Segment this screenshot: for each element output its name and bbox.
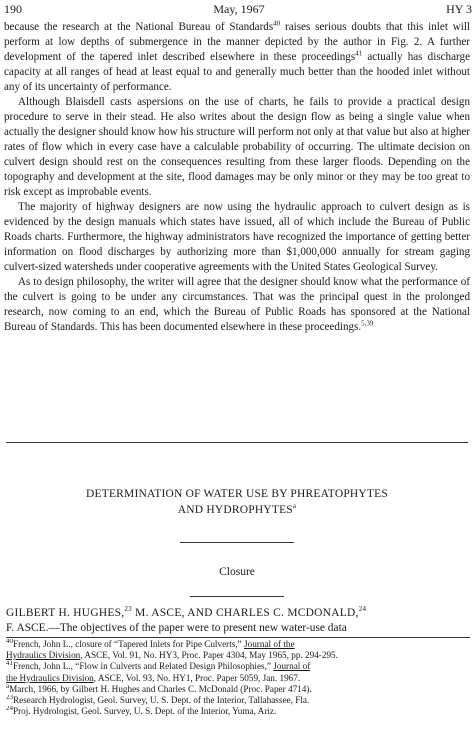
text-run: French, John L., closure of “Tapered Inlets for Pipe Culverts,” (13, 639, 245, 649)
footnote-line (6, 661, 470, 672)
text-run: Research Hydrologist, Geol. Survey, U. S. Dept. of the Interior, Tallahassee, Fla. (13, 695, 310, 706)
closure-heading: Closure (219, 566, 255, 578)
text-run: March, 1966, by Gilbert H. Hughes and Charles C. McDonald (Proc. Paper 4714). (9, 683, 312, 694)
section-title (6, 486, 468, 518)
journal-code: HY 3 (446, 2, 472, 16)
text-run: French, John L., “Flow in Culverts and Related Design Philosophies,” (13, 661, 274, 672)
journal-title: Journal of (273, 661, 311, 672)
text-run: because the research at the National Bureau of Standards (4, 21, 274, 33)
footnote-ref: 40 (273, 19, 281, 28)
title-footnote-mark: a (292, 502, 297, 511)
text-run: Proj. Hydrologist, Geol. Survey, U. S. Dept. of the Interior, Yuma, Ariz. (13, 706, 277, 717)
footnote-ref: 5,39 (361, 319, 374, 328)
discussion-body (4, 20, 470, 335)
footnote-ref: 40 (6, 639, 13, 645)
footnote-line (6, 684, 470, 695)
issue-date: May, 1967 (213, 2, 265, 16)
footnote-line (6, 650, 470, 661)
footnote-line (6, 639, 470, 650)
page-number: 190 (4, 2, 22, 16)
body-paragraph (4, 95, 470, 200)
footnote-line (6, 695, 470, 706)
journal-title: the Hydraulics Division (6, 672, 94, 683)
text-run: , ASCE, Vol. 91, No. HY3, Proc. Paper 4304, May 1965, pp. 294-295. (80, 650, 338, 661)
footnote-ref: a (6, 683, 10, 690)
body-paragraph (4, 20, 470, 95)
footnote-ref: 41 (355, 49, 363, 58)
author-line-2: F. ASCE.—The objectives of the paper were to present new water-use data (6, 622, 347, 634)
section-title-line-2: AND HYDROPHYTES$^a$ (177, 502, 297, 516)
text-run: The majority of highway designers are now using the hydraulic approach to culvert design as is evidenced by the design manuals which states have issued, all of which include the Bureau of Public Roads charts. Furthermore, the highway administrators have recognized the importance of getting better information on flood discharges by authorizing more than $1,000,000 annually for stream gaging culvert-sized watersheds under cooperative agreements with the United States Geological Survey. (4, 201, 470, 273)
footnote-ref: 24 (6, 706, 13, 713)
footnote-divider (6, 637, 470, 638)
footnote-line (6, 673, 470, 684)
author-line-1: GILBERT H. HUGHES,$^{23}$ M. ASCE, AND CHARLES C. MCDONALD,$^{24}$ (6, 605, 367, 619)
footnote-line (6, 706, 470, 717)
body-paragraph (4, 200, 470, 275)
section-divider (6, 442, 468, 443)
journal-title: Hydraulics Division (6, 650, 81, 661)
title-underline (180, 542, 294, 543)
journal-title: Journal of the (244, 639, 295, 649)
closure-underline (190, 596, 284, 597)
section-title-line-1: DETERMINATION OF WATER USE BY PHREATOPHYTES (86, 488, 388, 500)
body-paragraph (4, 275, 470, 335)
text-run: raises serious doubts that this inlet will perform at low depths of submergence in the manner depicted by the author in Fig. 2. A further development of the tapered inlet described elsewhere in these proceedings (4, 21, 471, 63)
text-run: As to design philosophy, the writer will agree that the designer should know what the performance of the culvert is going to be under any circumstances. That was the principal quest in the prolonged research, now coming to an end, which the Bureau of Public Roads has sponsored at the National Bureau of Standards. This has been documented elsewhere in these proceedings. (4, 276, 470, 333)
footnote-ref: 23 (6, 695, 13, 701)
footnote-ref: 41 (6, 661, 13, 668)
footnotes (6, 639, 470, 717)
text-run: Although Blaisdell casts aspersions on the use of charts, he fails to provide a practical design procedure to serve in their stead. He also writes about the design flow as being a single value when actually the designer should know how his structure will perform not only at that value but also at higher rates of flow which in every case have a calculable probability of occurring. The ultimate decision on culvert design should rest on the consequences resulting from these larger floods. Depending on the topography and development at the site, flood damages may be only minor or they may be too great to risk except as improbable events. (4, 96, 470, 198)
page-header (4, 2, 474, 18)
text-run: , ASCE, Vol. 93, No. HY1, Proc. Paper 5059, Jan. 1967. (93, 672, 301, 683)
author-byline (6, 606, 470, 636)
text-run: actually has discharge capacity at all ranges of head at least equal to and generally much better than the hooded inlet without any of its uncertainty of performance. (4, 51, 470, 93)
